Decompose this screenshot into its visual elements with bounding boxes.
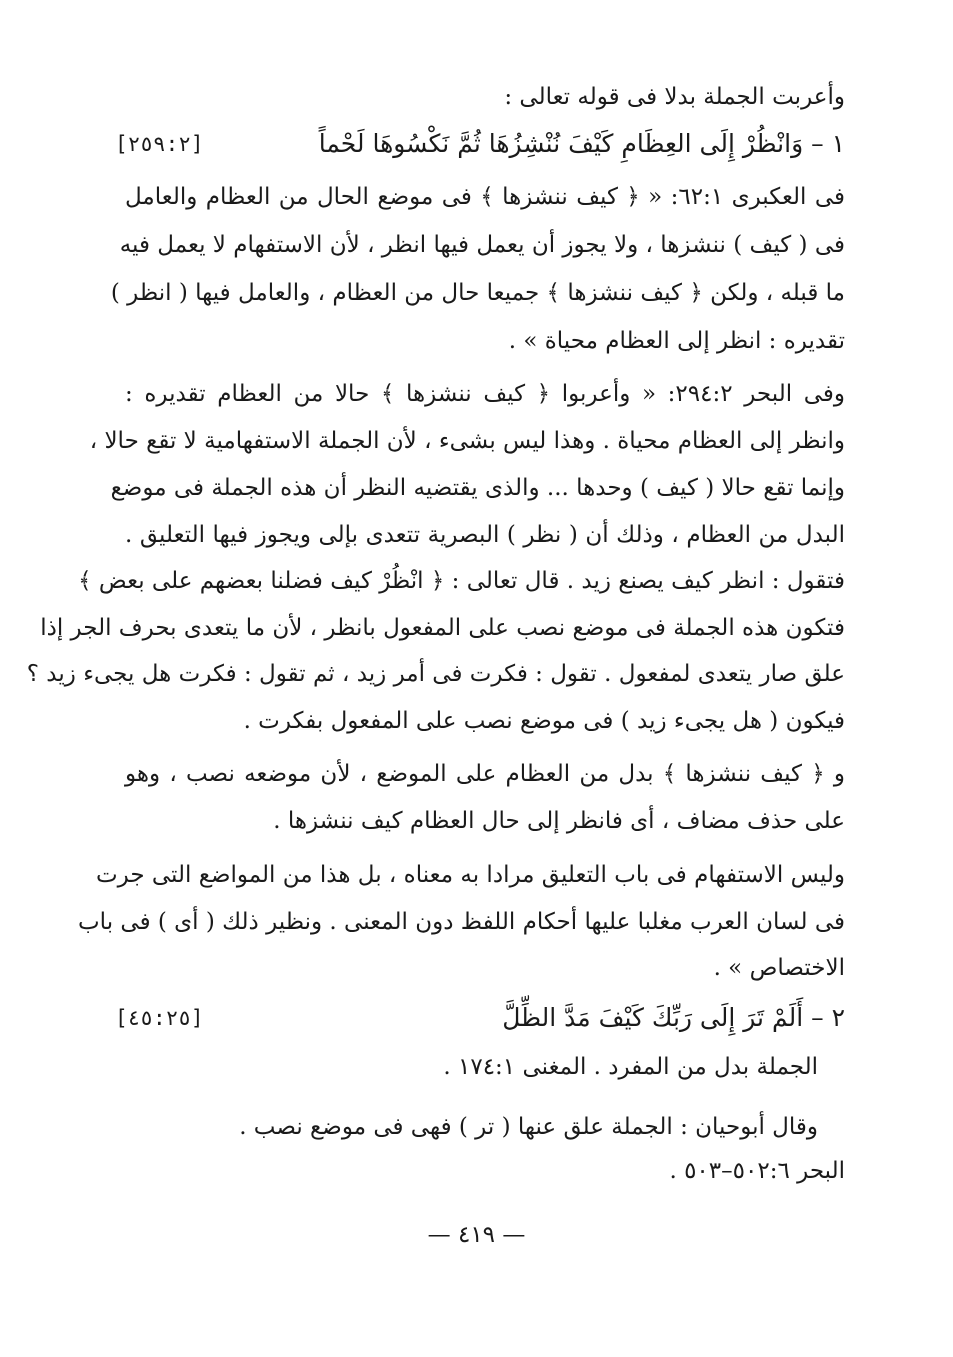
para3-line-2: على حذف مضاف ، أى فانظر إلى حال العظام كيف ننشزها . (273, 808, 845, 834)
para6-line-1: وقال أبوحيان : الجملة علق عنها ( تر ) فهى فى موضع نصب . (239, 1114, 818, 1140)
dash-left: — (427, 1222, 451, 1248)
para2-line-2: وانظر إلى العظام محياة . وهذا ليس بشىء ، لأن الجملة الاستفهامية لا تقع حالا ، (89, 428, 845, 454)
para2-line-5: فتقول : انظر كيف يصنع زيد . قال تعالى : ﴿ انْظُرْ كيف فضلنا بعضهم على بعض ﴾ (78, 568, 845, 594)
para4-line-2: فى لسان العرب مغلبا عليها أحكام اللفظ دون المعنى . ونظير ذلك ( أى ) فى باب (78, 909, 845, 935)
para2-line-1: وفى البحر ٢٩٤:٢: « وأعربوا ﴿ كيف ننشزها ﴾ حالا من العظام تقديره : (125, 381, 845, 407)
para2-line-7: علق صار يتعدى لمفعول . تقول : فكرت فى أمر زيد ، ثم تقول : فكرت هل يجىء زيد ؟ (26, 661, 845, 687)
page-number-footer (0, 1218, 953, 1252)
verse-1 (115, 124, 845, 164)
para5-line: الجملة بدل من المفرد . المغنى ١٧٤:١ . (443, 1054, 818, 1080)
para4-line-1: وليس الاستفهام فى باب التعليق مرادا به معناه ، بل هذا من المواضع التى جرت (96, 862, 845, 888)
para6-line-2: البحر ٥٠٢:٦–٥٠٣ . (669, 1158, 845, 1184)
verse-2 (115, 998, 845, 1038)
verse-1-text: ١ – وَانْظُرْ إِلَى العِظَامِ كَيْفَ نُنْشِزُهَا ثُمَّ نَكْسُوهَا لَحْماً (318, 129, 845, 158)
para1-line-1: فى العكبرى ٦٢:١: « ﴿ كيف ننشزها ﴾ فى موضع الحال من العظام والعامل (125, 184, 846, 210)
verse-1-reference: [٢٥٩:٢] (115, 132, 204, 156)
para2-line-3: وإنما تقع حالا ( كيف ) وحدها ... والذى يقتضيه النظر أن هذه الجملة فى موضع (110, 475, 845, 501)
para2-line-8: فيكون ( هل يجىء زيد ) فى موضع نصب على المفعول بفكرت . (243, 708, 845, 734)
para2-line-6: فتكون هذه الجملة فى موضع نصب على المفعول بانظر ، لأن ما يتعدى بحرف الجر إذا (40, 615, 845, 641)
para4-line-3: الاختصاص » . (713, 955, 845, 981)
para3-line-1: و ﴿ كيف ننشزها ﴾ بدل من العظام على الموضع ، لأن موضعه نصب ، وهو (125, 761, 845, 787)
dash-right: — (502, 1222, 526, 1248)
para1-line-3: ما قبله ، ولكن ﴿ كيف ننشزها ﴾ جميعا حال من العظام ، والعامل فيها ( انظر ) (110, 280, 845, 306)
para1-line-2: فى ( كيف ) ننشزها ، ولا يجوز أن يعمل فيها انظر ، لأن الاستفهام لا يعمل فيه (119, 232, 845, 258)
verse-2-reference: [٤٥:٢٥] (115, 1006, 204, 1030)
intro-line: وأعربت الجملة بدلا فى قوله تعالى : (504, 84, 845, 110)
verse-2-text: ٢ – أَلَمْ تَرَ إِلَى رَبِّكَ كَيْفَ مَدَّ الظِّلَّ (502, 1003, 845, 1032)
para1-line-4: تقديره : انظر إلى العظام محياة » . (508, 328, 845, 354)
para2-line-4: البدل من العظام ، وذلك أن ( نظر ) البصرية تتعدى بإلى ويجوز فيها التعليق . (125, 522, 845, 548)
page-number: ٤١٩ (457, 1222, 496, 1248)
